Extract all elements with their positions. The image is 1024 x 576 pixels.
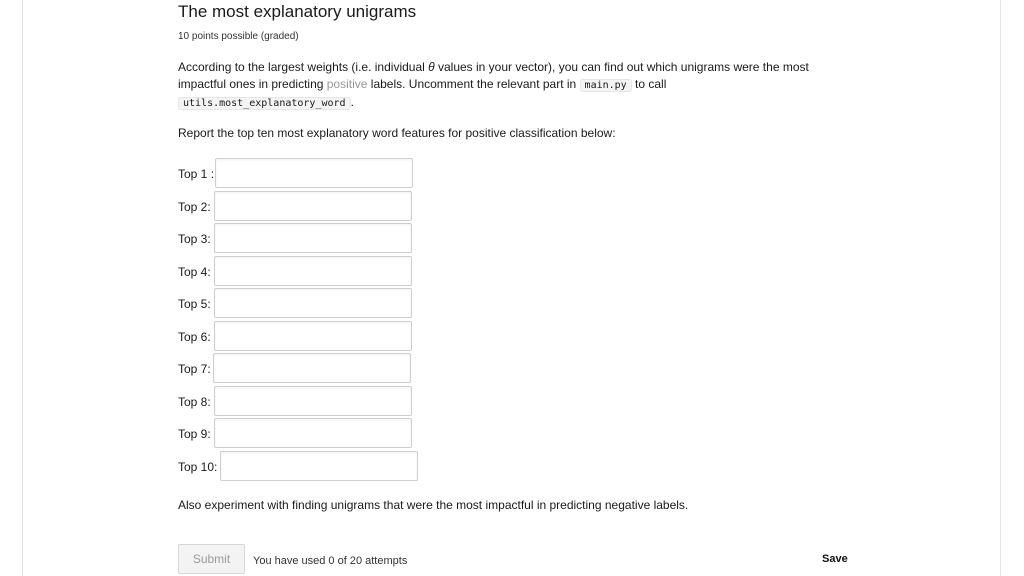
problem-description — [178, 59, 858, 112]
code-main-py: main.py — [580, 79, 632, 92]
answer-label-6: Top 6: — [178, 330, 211, 344]
submit-button[interactable]: Submit — [178, 544, 245, 574]
answer-input-top-3[interactable] — [214, 223, 412, 253]
theta-symbol: θ — [428, 60, 435, 74]
page-border-right — [1000, 0, 1001, 576]
description-text-2: values in your vector), you can find out which unigrams were the most impactful ones in predicting — [178, 60, 809, 91]
answer-label-9: Top 9: — [178, 427, 211, 441]
answer-label-5: Top 5: — [178, 297, 211, 311]
description-text-4: to call — [631, 77, 667, 91]
answer-input-top-9[interactable] — [214, 418, 412, 448]
description-text-3: labels. Uncomment the relevant part in — [367, 77, 580, 91]
page-border-left — [22, 0, 23, 576]
answer-input-top-7[interactable] — [213, 353, 411, 383]
report-instruction: Report the top ten most explanatory word features for positive classification below: — [178, 126, 616, 140]
answer-input-top-6[interactable] — [214, 321, 412, 351]
answer-label-3: Top 3: — [178, 232, 211, 246]
save-button[interactable]: Save — [812, 550, 858, 568]
negative-labels-note: Also experiment with finding unigrams that were the most impactful in predicting negative labels. — [178, 498, 689, 512]
points-possible: 10 points possible (graded) — [178, 31, 299, 42]
code-most-explanatory-word: utils.most_explanatory_word — [178, 97, 351, 110]
answer-label-7: Top 7: — [178, 362, 211, 376]
answer-input-top-4[interactable] — [214, 256, 412, 286]
answer-input-top-8[interactable] — [214, 386, 412, 416]
answer-input-top-2[interactable] — [214, 191, 412, 221]
attempts-counter: You have used 0 of 20 attempts — [253, 555, 408, 567]
problem-title: The most explanatory unigrams — [178, 2, 417, 21]
answer-label-10: Top 10: — [178, 460, 218, 474]
description-text-5: . — [350, 95, 354, 109]
answer-input-top-1[interactable] — [215, 158, 413, 188]
answer-label-1: Top 1 : — [178, 167, 215, 181]
answer-input-top-5[interactable] — [214, 288, 412, 318]
answer-input-top-10[interactable] — [220, 451, 418, 481]
description-ghost-word: positive — [326, 77, 368, 91]
answer-label-4: Top 4: — [178, 265, 211, 279]
answer-label-2: Top 2: — [178, 200, 211, 214]
description-text-1: According to the largest weights (i.e. individual — [178, 60, 429, 74]
answer-label-8: Top 8: — [178, 395, 211, 409]
